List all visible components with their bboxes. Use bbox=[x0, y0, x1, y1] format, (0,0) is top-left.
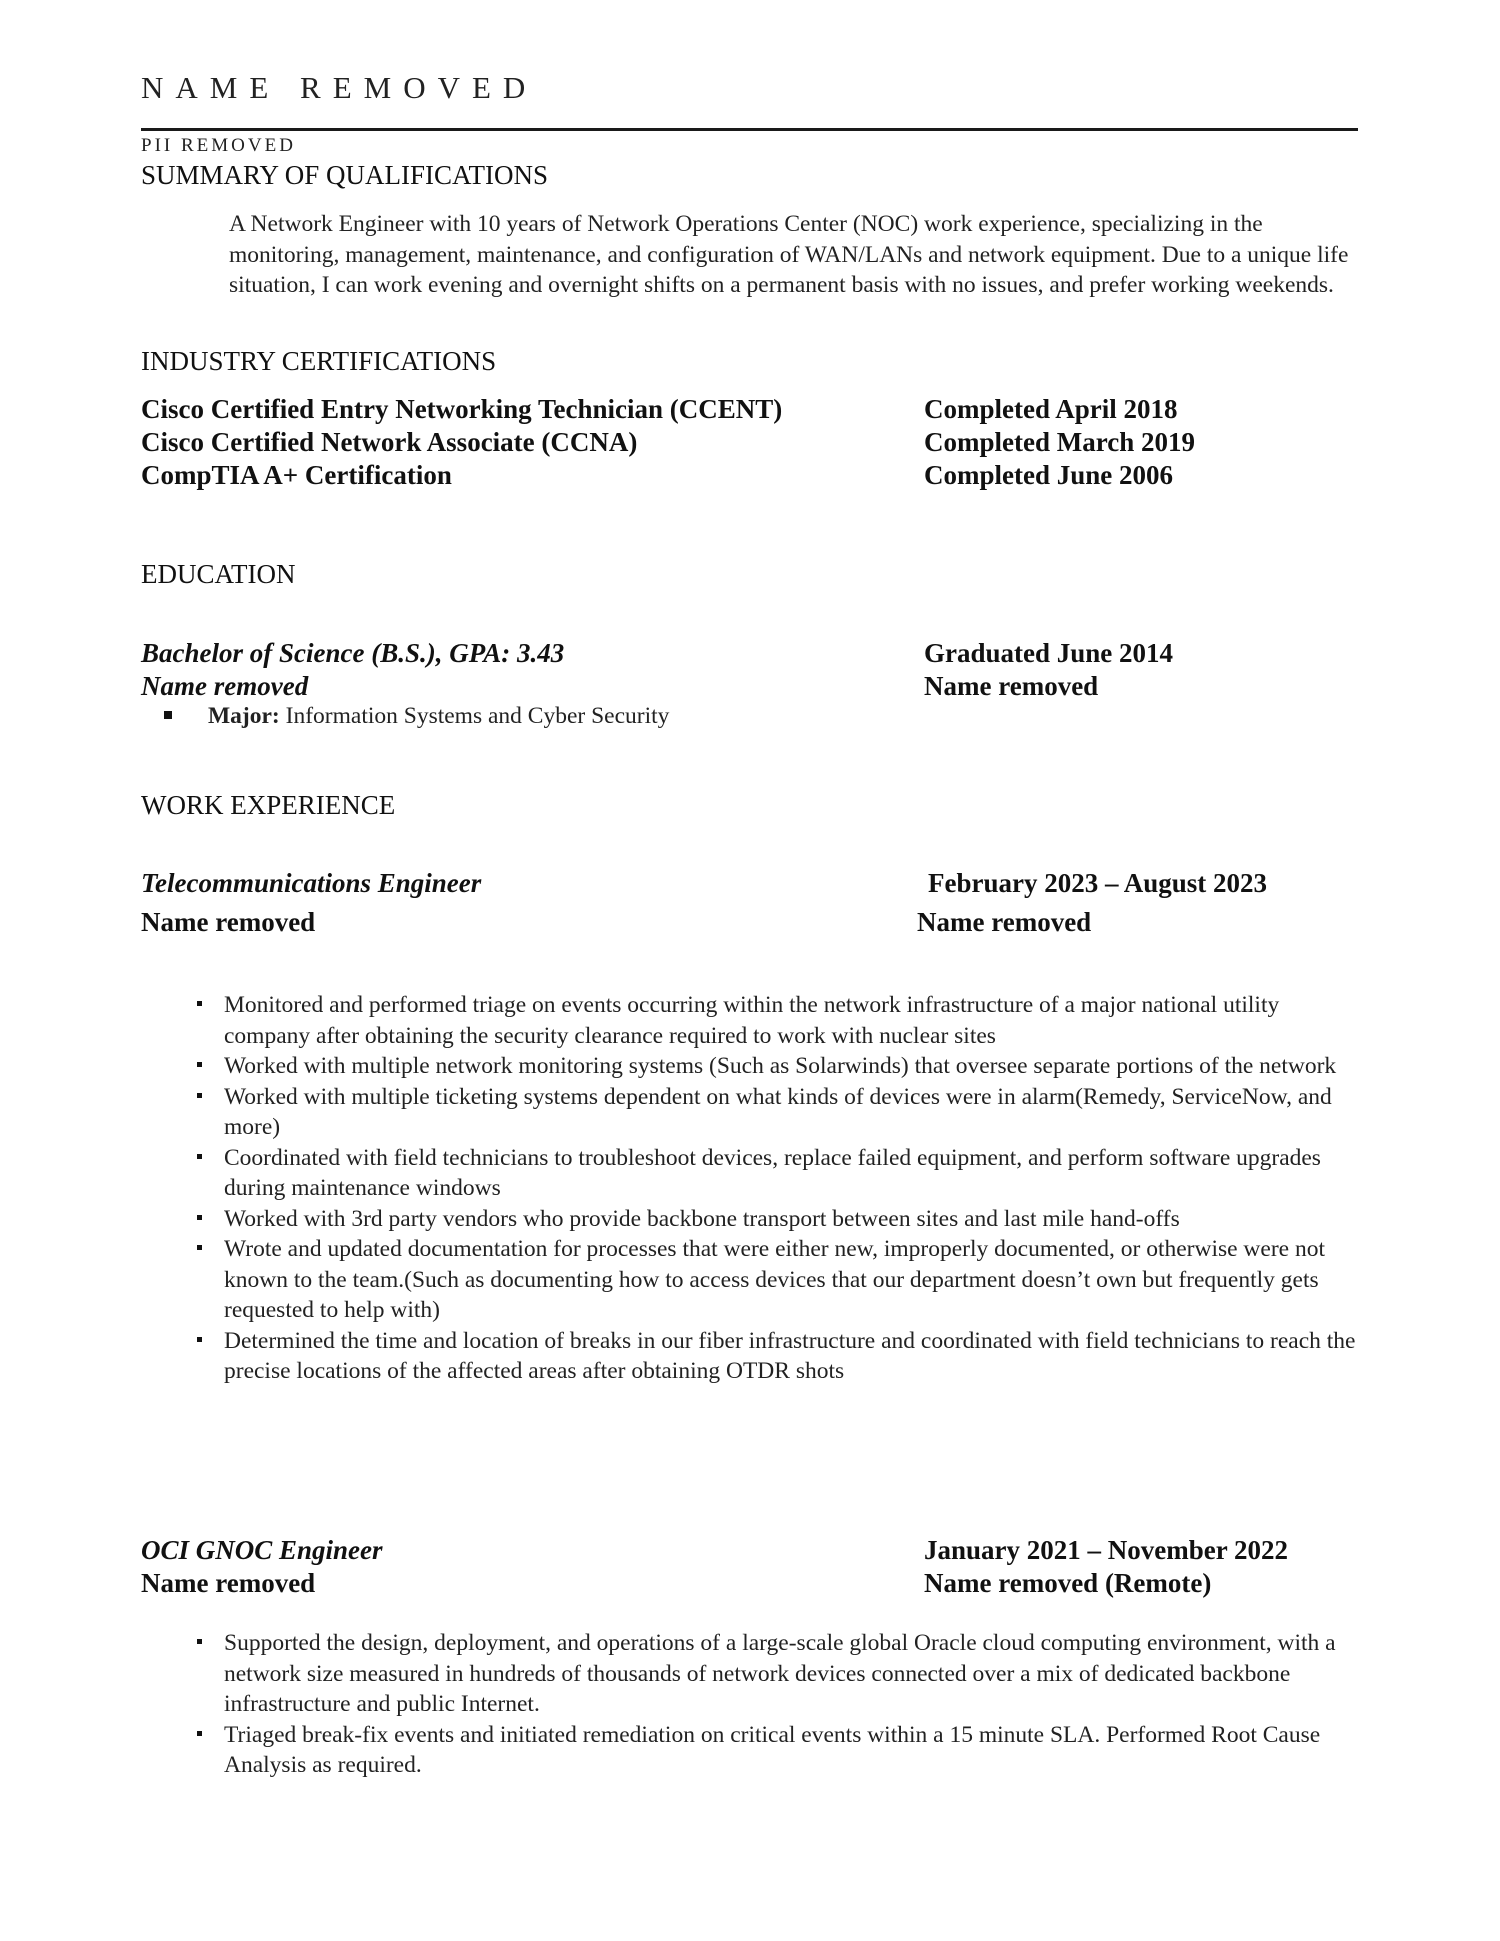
certifications-heading: INDUSTRY CERTIFICATIONS bbox=[141, 346, 497, 376]
list-item: Determined the time and location of breaks in our fiber infrastructure and coordinated with field technicians to reach the precise locations of the affected areas after obtaining OTDR shots bbox=[195, 1326, 1365, 1387]
school-location: Name removed bbox=[924, 671, 1099, 701]
bullet-icon bbox=[197, 1731, 202, 1736]
cert-name: CompTIA A+ Certification bbox=[141, 460, 452, 490]
job-location: Name removed bbox=[917, 907, 1092, 937]
job-location: Name removed (Remote) bbox=[924, 1568, 1212, 1598]
major-line bbox=[164, 703, 669, 730]
bullet-icon bbox=[197, 1001, 202, 1006]
job-dates: February 2023 – August 2023 bbox=[928, 868, 1268, 898]
bullet-icon bbox=[197, 1639, 202, 1644]
cert-date: Completed June 2006 bbox=[924, 460, 1173, 490]
job-company: Name removed bbox=[141, 907, 316, 937]
list-item: Coordinated with field technicians to troubleshoot devices, replace failed equipment, and perform software upgrades during maintenance windows bbox=[195, 1143, 1365, 1204]
job-dates: January 2021 – November 2022 bbox=[924, 1535, 1288, 1565]
bullet-icon bbox=[197, 1337, 202, 1342]
list-item: Supported the design, deployment, and operations of a large-scale global Oracle cloud computing environment, with a network size measured in hundreds of thousands of network devices connected over a mix of dedicated backbone infrastructure and public Internet. bbox=[195, 1628, 1365, 1720]
cert-name: Cisco Certified Network Associate (CCNA) bbox=[141, 427, 638, 457]
major-label: Major: bbox=[208, 703, 280, 729]
bullet-icon bbox=[197, 1062, 202, 1067]
graduation-date: Graduated June 2014 bbox=[924, 638, 1174, 668]
job-title: OCI GNOC Engineer bbox=[141, 1535, 383, 1565]
square-bullet-icon bbox=[164, 711, 172, 719]
header-divider bbox=[141, 128, 1358, 131]
major-value: Information Systems and Cyber Security bbox=[279, 703, 670, 729]
job-company: Name removed bbox=[141, 1568, 316, 1598]
summary-heading: SUMMARY OF QUALIFICATIONS bbox=[141, 160, 549, 190]
summary-text: A Network Engineer with 10 years of Network Operations Center (NOC) work experience, specializing in the monitoring, management, maintenance, and configuration of WAN/LANs and network equipment. Due to a unique life situation, I can work evening and overnight shifts on a permanent basis with no issues, and prefer working weekends. bbox=[229, 211, 1349, 298]
degree-title: Bachelor of Science (B.S.), GPA: 3.43 bbox=[141, 638, 565, 668]
job-title: Telecommunications Engineer bbox=[141, 868, 482, 898]
job-bullets bbox=[195, 990, 1365, 1387]
bullet-icon bbox=[197, 1215, 202, 1220]
list-item: Worked with multiple ticketing systems dependent on what kinds of devices were in alarm(Remedy, ServiceNow, and more) bbox=[195, 1082, 1365, 1143]
bullet-icon bbox=[197, 1093, 202, 1098]
list-item: Monitored and performed triage on events occurring within the network infrastructure of a major national utility company after obtaining the security clearance required to work with nuclear sites bbox=[195, 990, 1365, 1051]
cert-name: Cisco Certified Entry Networking Technician (CCENT) bbox=[141, 394, 783, 424]
list-item: Worked with 3rd party vendors who provide backbone transport between sites and last mile hand-offs bbox=[195, 1204, 1365, 1235]
list-item: Wrote and updated documentation for processes that were either new, improperly documented, or otherwise were not known to the team.(Such as documenting how to access devices that our department doesn’t own but frequently gets requested to help with) bbox=[195, 1234, 1365, 1326]
job-bullets bbox=[195, 1628, 1365, 1781]
bullet-icon bbox=[197, 1245, 202, 1250]
work-heading: WORK EXPERIENCE bbox=[141, 790, 396, 820]
list-item: Triaged break-fix events and initiated remediation on critical events within a 15 minute SLA. Performed Root Cause Analysis as required. bbox=[195, 1720, 1365, 1781]
candidate-name: NAME REMOVED bbox=[141, 70, 538, 105]
cert-date: Completed March 2019 bbox=[924, 427, 1195, 457]
list-item: Worked with multiple network monitoring systems (Such as Solarwinds) that oversee separate portions of the network bbox=[195, 1051, 1365, 1082]
bullet-icon bbox=[197, 1154, 202, 1159]
education-heading: EDUCATION bbox=[141, 559, 296, 589]
school-name: Name removed bbox=[141, 671, 309, 701]
contact-info: PII REMOVED bbox=[141, 135, 296, 156]
cert-date: Completed April 2018 bbox=[924, 394, 1178, 424]
